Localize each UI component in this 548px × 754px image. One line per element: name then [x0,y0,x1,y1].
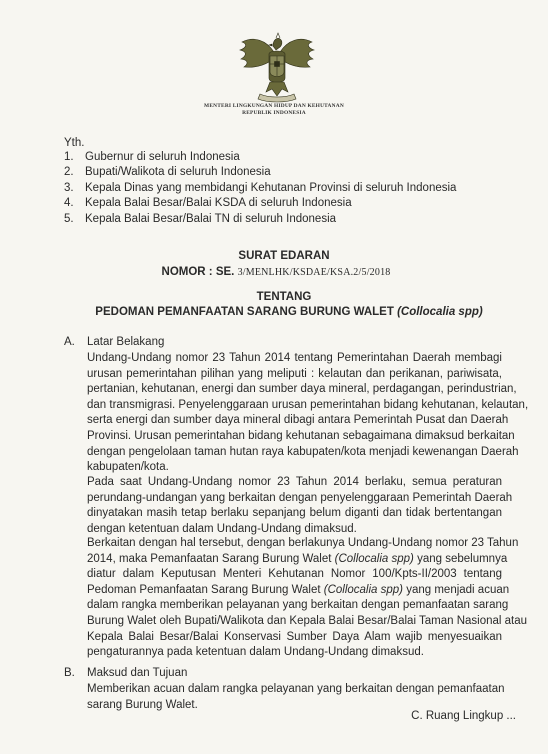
text-line: Pedoman Pemanfaatan Sarang Burung Walet (Collocalia spp) yang menjadi acuan [87,583,510,596]
document-subject [15,306,548,318]
text-line: Kepala Balai Besar/Balai Konservasi Sumber Daya Alam wajib menyesuaikan [87,630,502,643]
section-a-paragraph-1 [87,351,529,476]
text-line: pertanian, kehutanan, energi dan sumber daya mineral, perdagangan, perindustrian, [87,383,517,396]
text-line: Provinsi. Urusan pemerintahan bidang kehutanan sebagaimana dimaksud berkaitan [87,429,515,442]
text-line: dan transmigrasi. Penyelenggaraan urusan pemerintahan bidang kehutanan, kelautan, [87,398,529,411]
text-line: Berkaitan dengan hal tersebut, dengan berlakunya Undang-Undang nomor 23 Tahun [87,537,519,549]
text-line: kabupaten/kota. [87,461,169,474]
nomor-label: NOMOR : SE. [161,266,235,278]
section-a-paragraph-2 [87,475,513,537]
recipient-text: Kepala Dinas yang membidangi Kehutanan Provinsi di seluruh Indonesia [85,181,457,194]
list-item [64,165,456,180]
text-line: serta energi dan sumber daya mineral dibagi antara Pemerintah Pusat dan Daerah [87,414,509,427]
section-title: Latar Belakang [87,336,165,348]
section-letter: A. [64,336,75,348]
section-letter: B. [64,667,75,679]
continuation-note: C. Ruang Lingkup ... [411,710,516,722]
list-number: 4. [64,197,74,210]
text-line: 2014, maka Pemanfaatan Sarang Burung Walet (Collocalia spp) yang sebelumnya [87,552,508,565]
section-title: Maksud dan Tujuan [87,667,188,679]
salutation: Yth. [64,137,85,149]
recipient-text: Kepala Balai Besar/Balai TN di seluruh Indonesia [85,212,337,225]
species-name: (Collocalia spp) [334,552,414,565]
text-line: perundang-undangan yang berkaitan dengan penyelenggaraan Pemerintah Daerah [87,491,513,504]
list-item [64,150,456,165]
text-line: urusan pemerintahan pilihan yang meliputi : kelautan dan perikanan, pariwisata, [87,367,502,380]
text-line: Burung Walet oleh Bupati/Walikota dan Kepala Balai Besar/Balai Taman Nasional atau [87,614,528,627]
text-line: pengaturannya pada ketentuan dalam Undang-Undang dimaksud. [87,646,424,659]
section-a-heading [64,336,164,348]
text-line: dengan pengelolaan taman hutan raya kabupaten/kota menjadi kewenangan Daerah [87,445,519,458]
list-number: 5. [64,212,74,225]
text-line: Undang-Undang nomor 23 Tahun 2014 tentang Pemerintahan Daerah membagi [87,352,502,364]
garuda-emblem-icon [236,32,318,106]
text-line: dalam rangka memberikan pelayanan yang berkaitan dengan pemanfaatan sarang [87,599,509,612]
document-title: SURAT EDARAN [238,250,330,262]
ministry-name: MENTERI LINGKUNGAN HIDUP DAN KEHUTANAN [204,103,344,109]
section-a-paragraph-3 [87,536,528,661]
tentang-label: TENTANG [256,291,312,303]
text-line: sarang Burung Walet. [87,698,198,711]
text-line: diatur dalam Keputusan Menteri Kehutanan Nomor 100/Kpts-II/2003 tentang [87,568,502,581]
ministry-country: REPUBLIK INDONESIA [242,110,306,116]
recipient-text: Bupati/Walikota di seluruh Indonesia [85,166,271,179]
text-line: dengan ketentuan dalam Undang-Undang dimaksud. [87,522,357,535]
subject-species: (Collocalia spp) [397,306,483,318]
document-number [2,266,548,278]
text-line: Pada saat Undang-Undang nomor 23 Tahun 2014 berlaku, semua peraturan [87,476,502,488]
recipient-text: Kepala Balai Besar/Balai KSDA di seluruh Indonesia [85,197,352,210]
subject-text: PEDOMAN PEMANFAATAN SARANG BURUNG WALET [95,306,394,318]
text-line: Memberikan acuan dalam rangka pelayanan yang berkaitan dengan pemanfaatan [87,683,505,695]
list-item [64,181,456,196]
text-line: dinyatakan masih tetap berlaku sepanjang belum diganti dan tidak bertentangan [87,507,502,520]
list-number: 3. [64,181,74,194]
section-b-heading [64,667,187,679]
list-item [64,196,456,211]
list-number: 2. [64,166,74,179]
species-name: (Collocalia spp) [323,583,404,596]
recipient-list [64,150,456,227]
recipient-text: Gubernur di seluruh Indonesia [85,151,240,163]
list-item [64,212,456,227]
nomor-value: 3/MENLHK/KSDAE/KSA.2/5/2018 [237,267,391,278]
section-b-paragraph-1 [87,682,505,713]
list-number: 1. [64,151,74,163]
